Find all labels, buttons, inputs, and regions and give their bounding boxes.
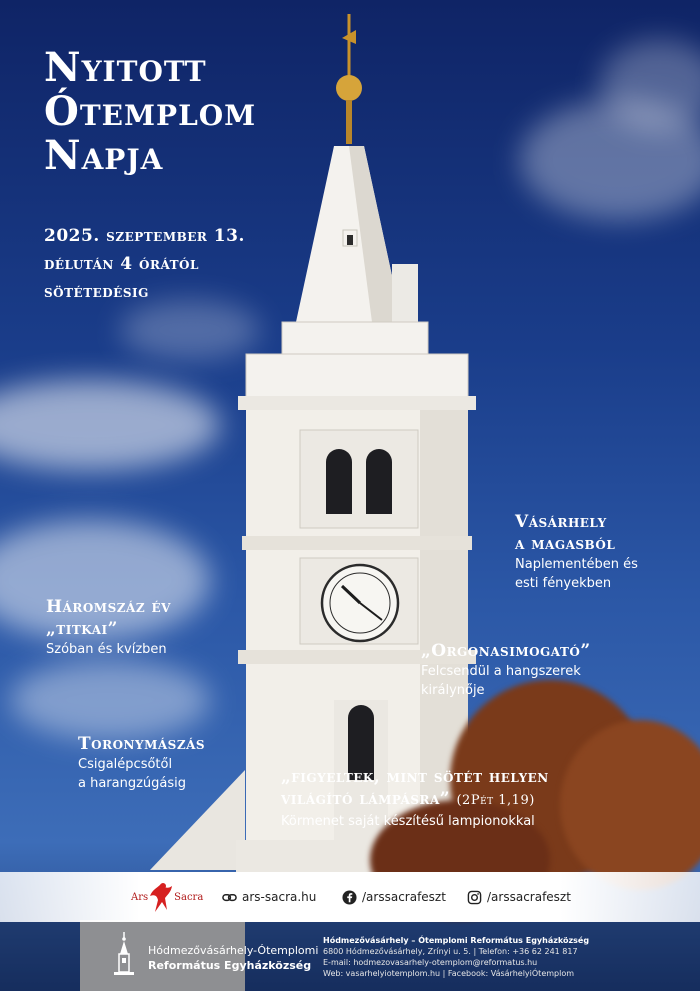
parish-contact-info: [323, 935, 589, 979]
sponsor-bar: [0, 872, 700, 922]
program-description: a harangzúgásig: [78, 776, 187, 791]
event-title-line: Nyitott: [44, 44, 207, 91]
program-vasarhely-a-magasbol: [515, 511, 638, 593]
facebook-text: /arssacrafeszt: [362, 890, 446, 904]
program-orgonasimogato: [421, 640, 591, 700]
program-description: Csigalépcsőtől: [78, 757, 173, 772]
facebook-link[interactable]: [342, 872, 446, 922]
event-date-line: délután 4 órától: [44, 254, 199, 274]
program-description: Felcsendül a hangszerek: [421, 664, 581, 679]
parish-name: [148, 943, 318, 973]
parish-name-line: Hódmezővásárhely-Ótemplomi: [148, 944, 319, 957]
event-date: [44, 222, 245, 306]
contact-address: 6800 Hódmezővásárhely, Zrínyi u. 5. | Telefon: +36 62 241 817: [323, 947, 578, 956]
facebook-icon: [342, 890, 357, 905]
bible-reference: (2Pét 1,19): [456, 793, 535, 808]
event-title: [44, 46, 256, 178]
event-title-line: Ótemplom: [44, 88, 257, 135]
program-title: „Orgonasimogató”: [421, 641, 591, 661]
contact-title: Hódmezővásárhely – Ótemplomi Református Egyházközség: [323, 936, 590, 945]
program-title: „titkai”: [46, 619, 118, 639]
instagram-link[interactable]: [467, 872, 571, 922]
ars-sacra-logo-left: Ars: [131, 891, 149, 903]
program-title: világító lámpásra”: [281, 789, 451, 809]
program-title: Vásárhely: [515, 512, 607, 532]
contact-web[interactable]: Web: vasarhelyiotemplom.hu | Facebook: VásárhelyiÓtemplom: [323, 969, 575, 978]
instagram-text: /arssacrafeszt: [487, 890, 571, 904]
program-title-line: [281, 788, 549, 812]
event-date-line: 2025. szeptember 13.: [44, 226, 245, 246]
event-date-line: sötétedésig: [44, 282, 149, 302]
contact-email[interactable]: E-mail: hodmezovasarhely-otemplom@reformatus.hu: [323, 958, 538, 967]
event-title-line: Napja: [44, 132, 164, 179]
program-toronymaszas: [78, 733, 205, 793]
parish-name-line: Református Egyházközség: [148, 959, 312, 972]
program-haromszaz-ev: [46, 596, 171, 659]
website-text: ars-sacra.hu: [242, 890, 317, 904]
ars-sacra-logo-right: Sacra: [174, 891, 204, 903]
ars-sacra-logo: [131, 872, 203, 922]
program-lampionos-kormenet: [281, 766, 549, 831]
program-title: Toronymászás: [78, 734, 206, 754]
church-logo-icon: [112, 932, 136, 976]
angel-icon: [148, 880, 174, 914]
program-title: Háromszáz év: [46, 597, 171, 617]
website-link[interactable]: [222, 872, 316, 922]
program-description: Szóban és kvízben: [46, 642, 167, 657]
program-title: a magasból: [515, 534, 616, 554]
instagram-icon: [467, 890, 482, 905]
program-description: Körmenet saját készítésű lampionokkal: [281, 814, 535, 829]
program-description: esti fényekben: [515, 576, 612, 591]
link-icon: [222, 890, 237, 905]
program-description: Naplementében és: [515, 557, 638, 572]
program-title: „figyeltek, mint sötét helyen: [281, 767, 549, 787]
program-description: királynője: [421, 683, 485, 698]
